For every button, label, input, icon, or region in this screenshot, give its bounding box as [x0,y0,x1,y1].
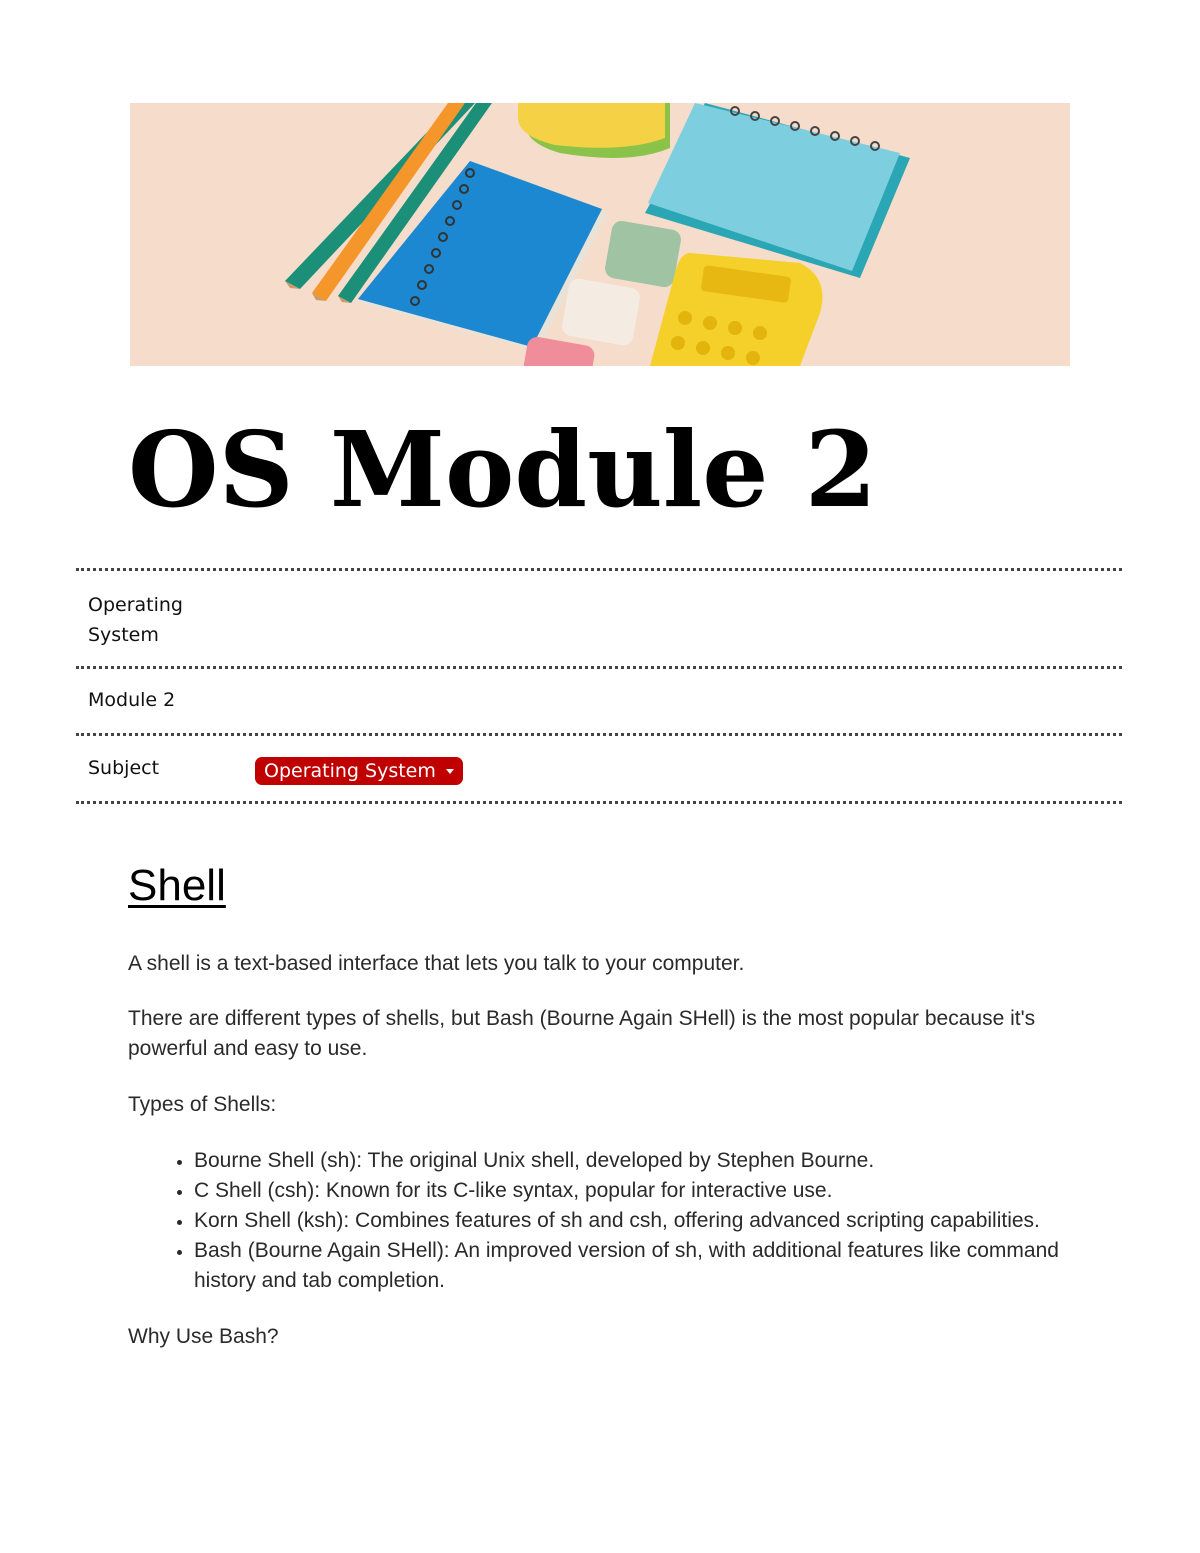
cover-image [130,103,1070,366]
stationery-illustration [130,103,1070,366]
paragraph: There are different types of shells, but Bash (Bourne Again SHell) is the most popular because it's powerful and easy to use. [128,1006,1036,1060]
property-row-operating-system[interactable] [76,568,1122,666]
property-label: Operating System [88,594,183,646]
calculator [650,253,823,366]
paragraph: Types of Shells: [128,1092,277,1116]
list-item: • Bourne Shell (sh): The original Unix shell, developed by Stephen Bourne. [194,1146,1088,1176]
properties-table [76,568,1122,804]
property-row-subject[interactable] [76,733,1122,804]
subject-select-tag[interactable] [255,757,463,785]
page-title: OS Module 2 [128,408,877,531]
paragraph: Why Use Bash? [128,1324,279,1348]
property-label: Subject [88,757,160,779]
list-item: • Korn Shell (ksh): Combines features of sh and csh, offering advanced scripting capabilities. [194,1206,1088,1236]
shell-types-list [128,1146,1088,1296]
list-item: • C Shell (csh): Known for its C-like syntax, popular for interactive use. [194,1176,1088,1206]
caret-down-icon [446,769,454,774]
property-label: Module 2 [88,689,176,711]
section-heading: Shell [128,861,226,910]
section-content [128,860,1088,1352]
list-item: • Bash (Bourne Again SHell): An improved version of sh, with additional features like command history and tab completion. [194,1236,1088,1296]
subject-tag-label: Operating System [264,760,436,782]
property-row-module[interactable] [76,666,1122,733]
paragraph: A shell is a text-based interface that lets you talk to your computer. [128,951,745,975]
